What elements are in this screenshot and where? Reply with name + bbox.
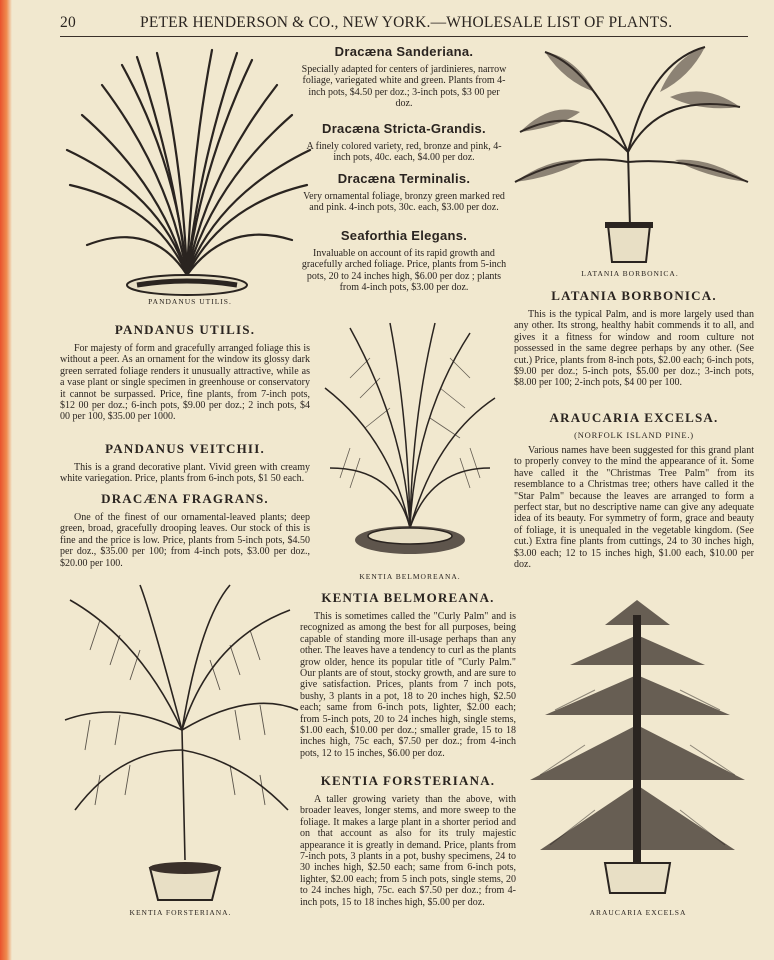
pandanus-utilis-illustration (62, 45, 312, 300)
pandanus-veitchii-title: PANDANUS VEITCHII. (105, 441, 265, 456)
kentia-belmoreana-illustration (320, 318, 500, 568)
dracaena-terminalis-text: Very ornamental foliage, bronzy green marked red and pink. 4-inch pots, 30c. each, $3.00 per doz. (303, 191, 505, 214)
kentia-belmoreana-entry (300, 590, 516, 759)
araucaria-caption: ARAUCARIA EXCELSA (589, 908, 687, 917)
araucaria-text: Various names have been suggested for this grand plant to properly convey to the mind the appearance of it. Some have called it the "Christmas Tree Palm" from its resemblance to a Christmas tree; others have called it the "Star Palm" because the leaves are arranged to form a perfect star, but no descriptive name can give any adequate idea of its beauty. For symmetry of form, grace and beauty of foliage, it is unequaled in the vegetable kingdom. (See cut.) Extra fine plants from cuttings, 24 to 30 inches high, $3.00 each; 12 to 15 inches high, $1.00 each, $10.00 per doz. (514, 445, 754, 571)
dracaena-stricta-entry (300, 121, 508, 164)
kentia-forsteriana-entry (300, 773, 516, 908)
araucaria-entry (514, 410, 754, 570)
araucaria-title: ARAUCARIA EXCELSA. (549, 410, 719, 425)
dracaena-fragrans-title: DRACÆNA FRAGRANS. (101, 491, 269, 506)
latania-entry (514, 288, 754, 389)
page-number: 20 (60, 14, 76, 31)
page-edge (0, 0, 12, 960)
kentia-forsteriana-illustration (60, 580, 300, 910)
dracaena-terminalis-title: Dracæna Terminalis. (337, 171, 471, 186)
pandanus-caption: PANDANUS UTILIS. (148, 297, 232, 306)
header-rule (60, 36, 748, 37)
araucaria-subtitle: (NORFOLK ISLAND PINE.) (574, 430, 694, 440)
kentia-belmoreana-title: KENTIA BELMOREANA. (321, 590, 495, 605)
kentia-forsteriana-caption: KENTIA FORSTERIANA. (129, 908, 232, 917)
page-title: PETER HENDERSON & CO., NEW YORK.—WHOLESALE LIST OF PLANTS. (140, 14, 673, 31)
kentia-forsteriana-text: A taller growing variety than the above, with broader leaves, longer stems, and more sweep to the foliage. It makes a large plant in a shorter period and on that account as also for its truly majestic appearance it is greatly in demand. Price, plants from 7-inch pots, 3 plants in a pot, bushy specimens, 24 to 30 inches high, $2.50 each; same from 6-inch pots, lighter, $2.00 each; from 5 inch pots, single stems, 20 to 24 inches high, 75c. each $7.50 per doz.; from 4-inch pots, 15 to 18 inches high, $5.00 per doz. (300, 794, 516, 908)
page-header (60, 14, 750, 38)
latania-title: LATANIA BORBONICA. (551, 288, 717, 303)
kentia-forsteriana-title: KENTIA FORSTERIANA. (320, 773, 496, 788)
dracaena-stricta-title: Dracæna Stricta-Grandis. (322, 121, 486, 136)
pandanus-utilis-text: For majesty of form and gracefully arranged foliage this is without a peer. As an ornament for the window its glossy dark green serrated foliage renders it unusually attractive, while as a vase plant or single specimen in greenhouse or conservatory it cannot be surpassed. Price, fine plants, from 7-inch pots, $12 00 per doz.; 6-inch pots, $9.00 per doz.; 2 inch pots, $4 00 per 100, $35.00 per 1000. (60, 343, 310, 423)
pandanus-utilis-entry (60, 322, 310, 423)
dracaena-sanderiana-entry (300, 44, 508, 110)
pandanus-veitchii-text: This is a grand decorative plant. Vivid green with creamy white variegation. Price, plants from 6-inch pots, $1 50 each. (60, 462, 310, 485)
dracaena-stricta-text: A finely colored variety, red, bronze and pink, 4-inch pots, 40c. each, $4.00 per doz. (306, 141, 502, 164)
dracaena-fragrans-text: One of the finest of our ornamental-leaved plants; deep green, broad, gracefully drooping leaves. Our stock of this is fine and the price is low. Price, plants from 5-inch pots, $4.50 per doz., $35.00 per 100; from 4-inch pots, $3.00 per doz., $20.00 per 100. (60, 512, 310, 569)
latania-borbonica-illustration (510, 42, 750, 264)
seaforthia-title: Seaforthia Elegans. (340, 228, 468, 243)
dracaena-sanderiana-text: Specially adapted for centers of jardinieres, narrow foliage, variegated white and green. Plants from 4-inch pots, $4.50 per doz.; 3-inch pots, $3 00 per doz. (301, 64, 507, 110)
seaforthia-entry (300, 228, 508, 294)
pandanus-veitchii-entry (60, 441, 310, 485)
dracaena-terminalis-entry (300, 171, 508, 214)
kentia-belmoreana-text: This is sometimes called the "Curly Palm" and is recognized as among the best for all purposes, being capable of standing more ill-usage perhaps than any other. The leaves have a tendency to curl as the plants grow older, hence its popular title of "Curly Palm." Our plants are of stout, stocky growth, and are sure to give satisfaction. Prices, plants from 7 inch pots, bushy, 3 plants in a pot, 18 to 20 inches high, $2.50 each; same from 6-inch pots, lighter, $2.00 each; from 5-inch pots, 20 to 24 inches high, single stems, $1.00 each, $10.00 per doz.; smaller grade, 15 to 18 inches high, 75c each, $7.50 per doz.; from 4-inch pots, 12 to 15 inches, $6.00 per doz. (300, 611, 516, 759)
seaforthia-text: Invaluable on account of its rapid growth and gracefully arched foliage. Price, plants from 5-inch pots, 20 to 24 inches high, $6.00 per doz ; plants from 4-inch pots, $3.00 per doz. (301, 248, 507, 294)
latania-caption: LATANIA BORBONICA. (581, 269, 679, 278)
kentia-belmoreana-caption: KENTIA BELMOREANA. (359, 572, 461, 581)
dracaena-sanderiana-title: Dracæna Sanderiana. (334, 44, 474, 59)
araucaria-excelsa-illustration (525, 595, 750, 905)
pandanus-utilis-title: PANDANUS UTILIS. (114, 322, 256, 337)
latania-text: This is the typical Palm, and is more largely used than any other. Its strong, healthy habit commends it to all, and gives it a fitness for window and room culture not possessed in the same degree perhaps by any other. (See cut.) Price, plants from 8-inch pots, $2.00 each; 6-inch pots, $9.00 per doz.; 5-inch pots, $5.00 per doz.; 3-inch pots, $8.00 per 100; 2-inch pots, $4 00 per 100. (514, 309, 754, 389)
dracaena-fragrans-entry (60, 491, 310, 569)
